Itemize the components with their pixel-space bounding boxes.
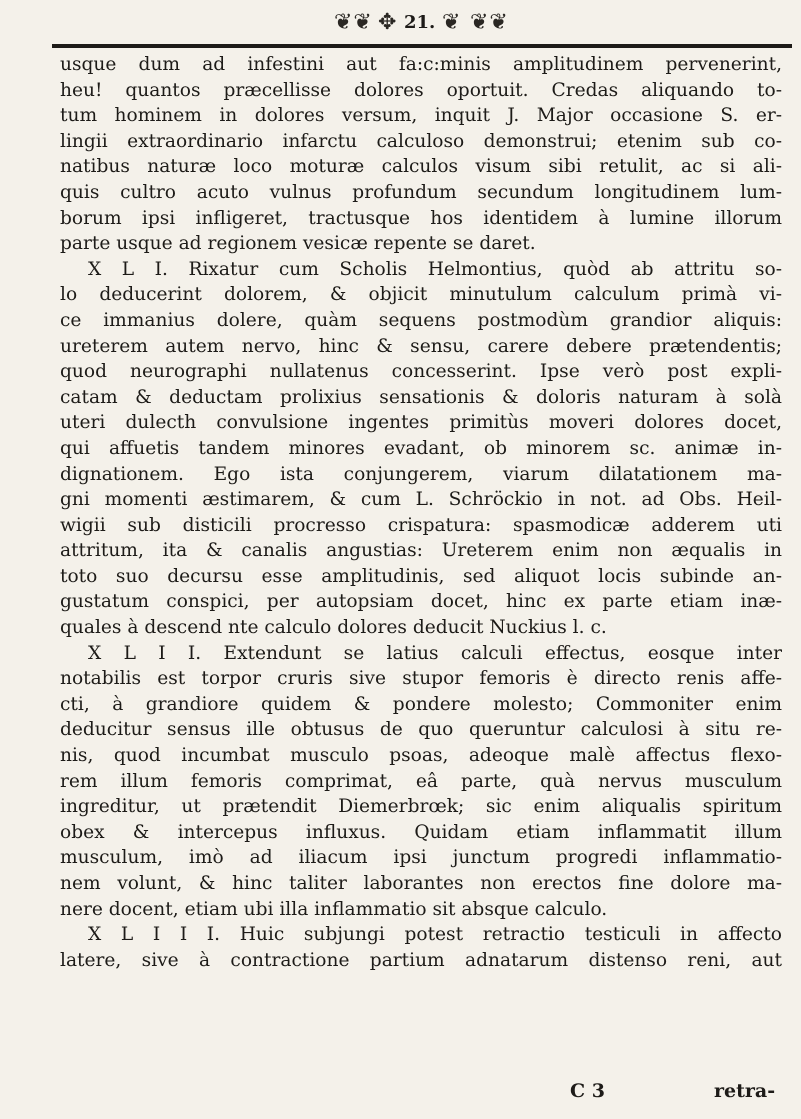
printer-ornament: ❦ <box>442 10 462 35</box>
printer-ornament: ❦❦ <box>334 10 373 35</box>
text-line: quis cultro acuto vulnus profundum secundum longitudinem lum- <box>60 181 782 203</box>
signature-mark: C 3 <box>570 1080 605 1102</box>
printer-ornament: ✥ <box>378 10 398 35</box>
text-line: nem volunt, & hinc taliter laborantes non erectos fine dolore ma- <box>60 873 782 894</box>
text-line: lo deducerint dolorem, & objicit minutulum calculum primà vi- <box>60 284 782 306</box>
text-line: rem illum femoris comprimat, eâ parte, quà nervus musculum <box>60 770 782 792</box>
text-line: dignationem. Ego ista conjungerem, viarum dilatationem ma- <box>60 463 782 485</box>
body-text <box>60 52 782 973</box>
text-line: gni momenti æstimarem, & cum L. Schröckio in not. ad Obs. Heil- <box>60 489 782 511</box>
section-start-line: X L I I. Extendunt se latius calculi effectus, eosque inter <box>88 642 782 664</box>
text-line: toto suo decursu esse amplitudinis, sed aliquot locis subinde an- <box>60 565 782 587</box>
text-line: cti, à grandiore quidem & pondere molesto; Commoniter enim <box>60 693 782 715</box>
text-line: deducitur sensus ille obtusus de quo queruntur calculosi à situ re- <box>60 719 782 741</box>
text-line: obex & intercepus influxus. Quidam etiam inflammatit illum <box>60 821 782 843</box>
text-line: uteri dulecth convulsione ingentes primitùs moveri dolores docet, <box>60 412 782 434</box>
section-start-line: X L I. Rixatur cum Scholis Helmontius, quòd ab attritu so- <box>88 258 782 280</box>
text-line: attritum, ita & canalis angustias: Ureterem enim non æqualis in <box>60 540 782 562</box>
text-line: notabilis est torpor cruris sive stupor femoris è directo renis affe- <box>60 668 782 690</box>
text-line: ce immanius dolere, quàm sequens postmodùm grandior aliquis: <box>60 309 782 331</box>
text-line: musculum, imò ad iliacum ipsi junctum progredi inflammatio- <box>60 847 782 869</box>
page-number: 21. <box>404 12 436 33</box>
text-line: tum hominem in dolores versum, inquit J. Major occasione S. er- <box>60 105 782 127</box>
text-line: heu! quantos præcellisse dolores oportuit. Credas aliquando to- <box>60 79 782 101</box>
printer-ornament: ❦❦ <box>470 10 509 35</box>
text-line: nis, quod incumbat musculo psoas, adeoque malè affectus flexo- <box>60 745 782 767</box>
catchword: retra- <box>714 1080 776 1102</box>
text-line: usque dum ad infestini aut fa:c:minis amplitudinem pervenerint, <box>60 54 782 75</box>
header-rule <box>52 44 792 48</box>
page-header <box>0 4 801 44</box>
text-line: latere, sive à contractione partium adnatarum distenso reni, aut <box>60 949 782 971</box>
text-line: catam & deductam prolixius sensationis & doloris naturam à solà <box>60 386 782 408</box>
text-line: borum ipsi infligeret, tractusque hos identidem à lumine illorum <box>60 207 782 229</box>
text-line: quales à descend nte calculo dolores deducit Nuckius l. c. <box>60 617 607 639</box>
text-line: natibus naturæ loco moturæ calculos visum sibi retulit, ac si ali- <box>60 156 782 178</box>
text-line: quod neurographi nullatenus concesserint. Ipse verò post expli- <box>60 361 782 383</box>
text-line: ingreditur, ut prætendit Diemerbrœk; sic enim aliqualis spiritum <box>60 796 782 818</box>
text-line: wigii sub disticili procresso crispatura: spasmodicæ adderem uti <box>60 514 782 536</box>
text-line: qui affuetis tandem minores evadant, ob minorem sc. animæ in- <box>60 437 782 459</box>
text-line: lingii extraordinario infarctu calculoso demonstrui; etenim sub co- <box>60 130 782 152</box>
text-line: nere docent, etiam ubi illa inflammatio sit absque calculo. <box>60 898 608 920</box>
text-line: gustatum conspici, per autopsiam docet, hinc ex parte etiam inæ- <box>60 591 782 613</box>
page-footer <box>0 1080 801 1108</box>
section-start-line: X L I I I. Huic subjungi potest retractio testiculi in affecto <box>88 924 782 946</box>
text-line: parte usque ad regionem vesicæ repente se daret. <box>60 233 536 255</box>
text-line: ureterem autem nervo, hinc & sensu, carere debere prætendentis; <box>60 335 782 357</box>
